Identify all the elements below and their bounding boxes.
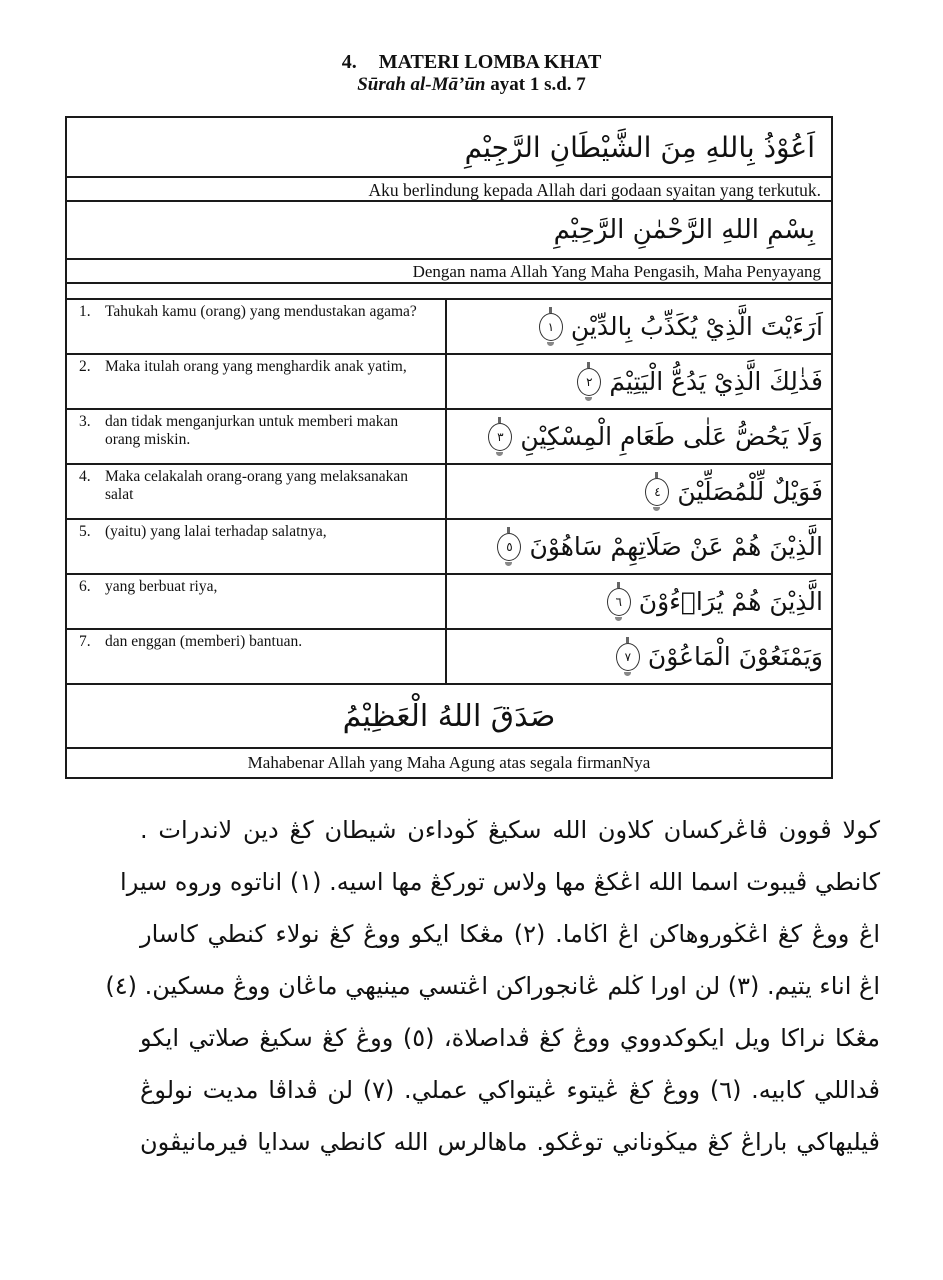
verse-arabic [447,410,831,463]
verse-meaning-text: dan tidak menganjurkan untuk memberi makan orang miskin. [105,413,399,448]
ayah-end-marker-icon: ٧ [616,643,640,671]
closing-arabic: صَدَقَ اللهُ الْعَظِيْمُ [342,698,556,734]
spacer-row [67,284,831,300]
verse-arabic [447,465,831,518]
jawi-line: اڠ ووڠ کڠ اڠڬوروهاکن اڠ اڬاما. (٢) مڠکا ايکو ووڠ کڠ نولاء کنطي کاسار [140,920,881,948]
verse-meaning [67,575,447,628]
ayah-end-marker-icon: ١ [539,313,563,341]
verse-number: 5. [79,523,91,540]
verse-arabic-text: وَيَمْنَعُوْنَ الْمَاعُوْنَ [647,642,823,671]
verse-arabic-text: الَّذِيْنَ هُمْ عَنْ صَلَاتِهِمْ سَاهُوْنَ [529,532,823,561]
closing-row [67,685,831,749]
jawi-line: ڤداللي کابيه. (٦) ووڠ کڠ ڠيتوء ڠيتواکي عملي. (٧) لن ڤداڤا مديت نولوڠ [140,1076,881,1104]
verse-number: 2. [79,358,91,375]
jawi-line: كولا ڤوون ڤاڠرکسان کلاون الله سکيڠ ڬوداءن شيطان کڠ دين لاندرات . [140,816,880,844]
verse-meaning [67,520,447,573]
verse-meaning-text: yang berbuat riya, [105,578,218,595]
verse-meaning [67,410,447,463]
verse-meaning-text: Maka celakalah orang-orang yang melaksanakan salat [105,468,408,503]
verse-meaning-text: (yaitu) yang lalai terhadap salatnya, [105,523,327,540]
taawudz-translation: Aku berlindung kepada Allah dari godaan syaitan yang terkutuk. [67,178,831,202]
jawi-line: کانطي ڤيبوت اسما الله اڠکڠ مها ولاس تورکڠ مها اسيه. (١) اناتوه وروه سيرا [120,868,880,896]
verse-row [67,355,831,410]
verse-number: 1. [79,303,91,320]
closing-translation: Mahabenar Allah yang Maha Agung atas segala firmanNya [247,753,651,772]
verse-number: 3. [79,413,91,430]
verse-row [67,410,831,465]
jawi-line: اڠ اناء يتيم. (٣) لن اورا ڬلم ڠانجوراکن اڠتسي مينيهي ماڠان ووڠ مسکين. (٤) [105,972,880,1000]
verse-arabic [447,355,831,408]
verse-row [67,465,831,520]
verse-number: 4. [79,468,91,485]
ayah-end-marker-icon: ٢ [577,368,601,396]
surah-name: Sūrah al-Mā’ūn [357,74,486,95]
verse-meaning [67,630,447,683]
basmalah-row [67,202,831,260]
verse-row [67,630,831,685]
taawudz-arabic: اَعُوْذُ بِاللهِ مِنَ الشَّيْطَانِ الرَّجِيْمِ [464,130,815,164]
jawi-line: ڤيليهاکي باراڠ کڠ ميڬوناني توڠکو. ماهالرس الله کانطي سدايا فيرمانيڤون [140,1128,880,1156]
section-subtitle [0,74,943,96]
section-number: 4. [341,51,357,73]
verse-arabic [447,520,831,573]
surah-table [65,116,833,779]
verse-arabic [447,575,831,628]
basmalah-arabic: بِسْمِ اللهِ الرَّحْمٰنِ الرَّحِيْمِ [553,215,815,245]
verse-arabic [447,300,831,353]
verse-meaning [67,355,447,408]
verse-row [67,520,831,575]
taawudz-row [67,118,831,178]
verse-meaning-text: Tahukah kamu (orang) yang mendustakan agama? [105,303,417,320]
ayah-end-marker-icon: ٣ [488,423,512,451]
ayah-end-marker-icon: ٦ [607,588,631,616]
verse-arabic [447,630,831,683]
verse-meaning [67,465,447,518]
verse-arabic-text: الَّذِيْنَ هُمْ يُرَاۤءُوْنَ [638,587,823,616]
section-title [0,50,943,74]
basmalah-translation: Dengan nama Allah Yang Maha Pengasih, Maha Penyayang [67,260,831,284]
document-heading [0,50,943,96]
verse-number: 6. [79,578,91,595]
verse-row [67,575,831,630]
verse-arabic-text: وَلَا يَحُضُّ عَلٰى طَعَامِ الْمِسْكِيْنِ [520,422,823,451]
verse-arabic-text: فَذٰلِكَ الَّذِيْ يَدُعُّ الْيَتِيْمَ [609,367,823,396]
verse-meaning-text: Maka itulah orang yang menghardik anak yatim, [105,358,407,375]
verse-arabic-text: اَرَءَيْتَ الَّذِيْ يُكَذِّبُ بِالدِّيْنِ [570,312,823,341]
ayah-end-marker-icon: ٤ [645,478,669,506]
verse-arabic-text: فَوَيْلٌ لِّلْمُصَلِّيْنَ [677,477,823,506]
jawi-line: مڠکا نراکا ويل ايکوکدووي ووڠ کڠ ڤداصلاة، (٥) ووڠ کڠ سکيڠ صلاتي ايکو [140,1024,881,1052]
verse-meaning-text: dan enggan (memberi) bantuan. [105,633,303,650]
verse-range: ayat 1 s.d. 7 [490,74,586,95]
jawi-translation [105,804,881,1168]
verse-row [67,300,831,355]
section-title-text: MATERI LOMBA KHAT [378,51,602,73]
verse-meaning [67,300,447,353]
verse-number: 7. [79,633,91,650]
ayah-end-marker-icon: ٥ [497,533,521,561]
